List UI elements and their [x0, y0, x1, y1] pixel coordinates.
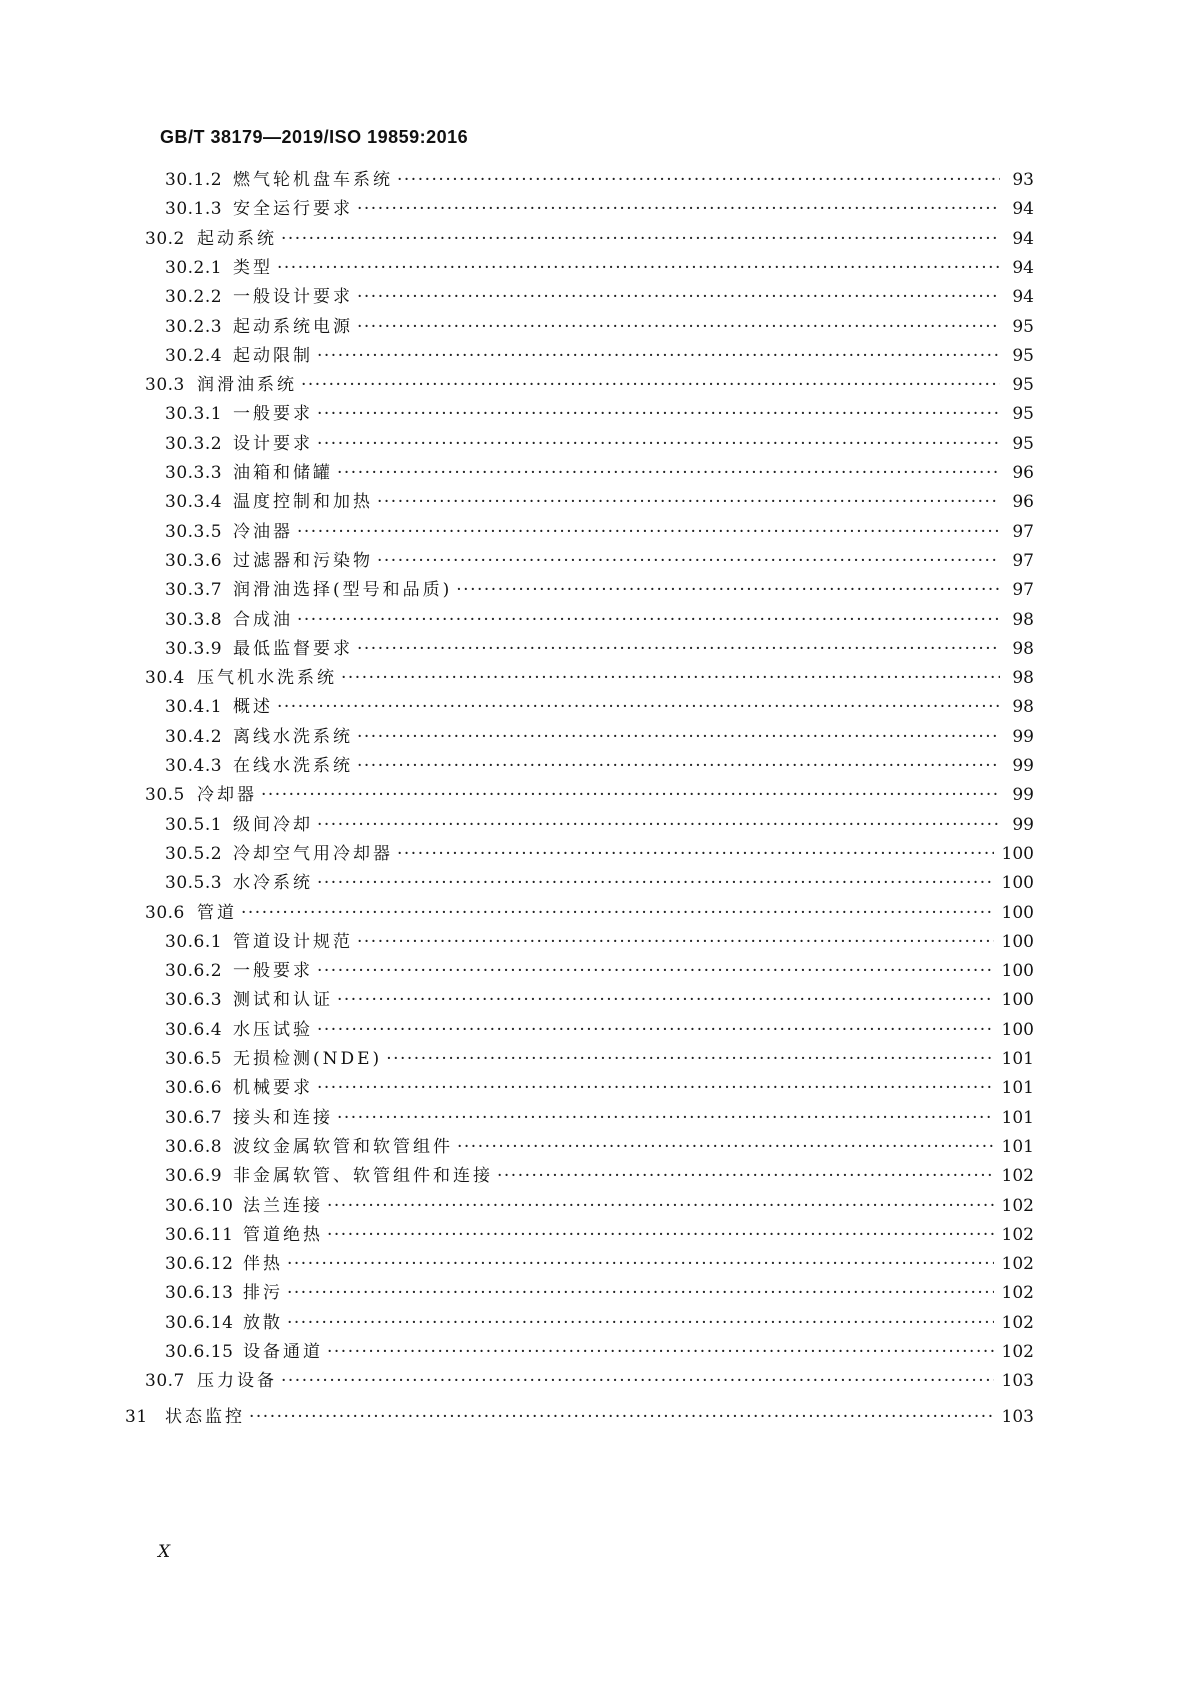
- toc-entry-title: 管道设计规范: [233, 931, 353, 952]
- toc-entry-number: 30.6.8: [165, 1136, 223, 1157]
- toc-entry-number: 30.6.15: [165, 1342, 234, 1362]
- toc-entry-title: 级间冷却: [233, 814, 313, 835]
- toc-leader-dots: [287, 1250, 994, 1278]
- toc-entry-number: 30.3: [145, 375, 185, 396]
- toc-entry[interactable]: [165, 1279, 1034, 1307]
- toc-leader-dots: [261, 781, 1000, 809]
- toc-entry[interactable]: [165, 693, 1034, 721]
- toc-entry-title: 压气机水洗系统: [197, 668, 337, 689]
- toc-entry-page: 99: [1012, 726, 1034, 747]
- toc-entry-number: 30.2: [145, 228, 185, 249]
- toc-leader-dots: [357, 723, 1000, 751]
- toc-leader-dots: [457, 1133, 994, 1161]
- toc-entry-number: 30.6.7: [165, 1107, 223, 1128]
- toc-entry-number: 30.2.4: [165, 345, 223, 366]
- toc-entry[interactable]: [165, 576, 1034, 604]
- toc-entry-page: 102: [1001, 1254, 1034, 1275]
- toc-entry[interactable]: [165, 313, 1034, 341]
- toc-entry-title: 一般设计要求: [233, 287, 353, 308]
- toc-entry[interactable]: [145, 664, 1034, 692]
- toc-entry-page: 100: [1001, 931, 1034, 952]
- toc-entry[interactable]: [165, 1045, 1034, 1073]
- toc-entry-page: 99: [1012, 785, 1034, 806]
- toc-entry-title: 测试和认证: [233, 990, 333, 1011]
- toc-entry[interactable]: [165, 195, 1034, 223]
- toc-entry-number: 30.6.14: [165, 1312, 234, 1333]
- toc-entry-page: 98: [1012, 697, 1034, 718]
- toc-entry-page: 94: [1012, 257, 1034, 278]
- toc-entry-number: 30.5.3: [165, 873, 223, 894]
- toc-leader-dots: [277, 254, 1000, 282]
- toc-entry[interactable]: [165, 928, 1034, 956]
- toc-entry-number: 30.3.1: [165, 404, 223, 425]
- toc-entry-page: 94: [1012, 199, 1034, 220]
- toc-leader-dots: [357, 635, 1000, 663]
- toc-entry-number: 30.6.11: [165, 1224, 234, 1245]
- toc-leader-dots: [386, 1045, 993, 1073]
- toc-entry[interactable]: [165, 400, 1034, 428]
- toc-entry-page: 98: [1012, 609, 1034, 630]
- toc-entry-number: 30.3.5: [165, 521, 223, 542]
- toc-entry-title: 水压试验: [233, 1019, 313, 1040]
- toc-entry[interactable]: [165, 518, 1034, 546]
- toc-entry-title: 燃气轮机盘车系统: [233, 170, 393, 190]
- toc-entry-title: 一般要求: [233, 404, 313, 425]
- toc-entry-title: 最低监督要求: [233, 638, 353, 659]
- toc-leader-dots: [357, 283, 1000, 311]
- toc-leader-dots: [357, 195, 1000, 223]
- toc-entry-number: 30.2.1: [165, 257, 223, 278]
- toc-entry-title: 管道: [197, 902, 237, 923]
- toc-entry[interactable]: [165, 166, 1034, 194]
- toc-entry-page: 103: [1001, 1406, 1034, 1427]
- toc-entry[interactable]: [165, 547, 1034, 575]
- toc-entry-title: 冷却器: [197, 785, 257, 806]
- toc-entry[interactable]: [145, 371, 1034, 399]
- toc-entry[interactable]: [165, 488, 1034, 516]
- toc-entry[interactable]: [165, 254, 1034, 282]
- toc-entry[interactable]: [145, 1367, 1034, 1395]
- toc-entry-page: 101: [1001, 1107, 1034, 1128]
- toc-entry-title: 波纹金属软管和软管组件: [233, 1136, 453, 1157]
- toc-leader-dots: [337, 459, 1000, 487]
- toc-entry-title: 法兰连接: [243, 1195, 323, 1216]
- toc-entry-title: 排污: [243, 1283, 283, 1304]
- toc-entry-page: 100: [1001, 990, 1034, 1011]
- toc-entry-page: 100: [1001, 843, 1034, 864]
- toc-leader-dots: [297, 606, 1000, 634]
- toc-entry-title: 管道绝热: [243, 1224, 323, 1245]
- toc-entry-number: 30.1.2: [165, 170, 223, 190]
- toc-entry-title: 油箱和储罐: [233, 463, 333, 483]
- toc-leader-dots: [327, 1192, 994, 1220]
- toc-entry[interactable]: [165, 752, 1034, 780]
- toc-entry-page: 97: [1012, 521, 1034, 542]
- toc-entry-page: 96: [1012, 463, 1034, 483]
- toc-entry-page: 95: [1012, 345, 1034, 366]
- toc-entry-page: 95: [1012, 316, 1034, 337]
- toc-entry-page: 95: [1012, 433, 1034, 454]
- toc-entry-page: 97: [1012, 580, 1034, 601]
- toc-entry-title: 过滤器和污染物: [233, 550, 373, 571]
- toc-entry-page: 102: [1001, 1224, 1034, 1245]
- toc-leader-dots: [317, 811, 1000, 839]
- toc-entry-number: 30.6.10: [165, 1195, 234, 1216]
- toc-entry-page: 101: [1001, 1078, 1034, 1099]
- toc-entry-page: 103: [1001, 1371, 1034, 1392]
- toc-entry-number: 30.5: [145, 785, 185, 806]
- toc-entry-number: 30.6.2: [165, 961, 223, 982]
- toc-entry-page: 97: [1012, 550, 1034, 571]
- toc-entry-page: 93: [1012, 170, 1034, 190]
- toc-entry-title: 起动系统电源: [233, 316, 353, 337]
- toc-leader-dots: [287, 1279, 994, 1307]
- toc-entry-page: 102: [1001, 1195, 1034, 1216]
- toc-entry[interactable]: [165, 957, 1034, 985]
- toc-entry-number: 31: [125, 1406, 148, 1427]
- toc-entry[interactable]: [165, 342, 1034, 370]
- toc-entry-number: 30.6.3: [165, 990, 223, 1011]
- toc-entry-title: 状态监控: [165, 1406, 245, 1427]
- toc-entry-page: 99: [1012, 756, 1034, 776]
- toc-entry[interactable]: [165, 986, 1034, 1014]
- toc-entry-title: 类型: [233, 257, 273, 278]
- toc-leader-dots: [497, 1162, 994, 1190]
- toc-entry-title: 无损检测(NDE): [233, 1049, 383, 1069]
- toc-entry-number: 30.4.1: [165, 697, 223, 718]
- toc-leader-dots: [249, 1403, 994, 1431]
- toc-entry[interactable]: [165, 1133, 1034, 1161]
- toc-leader-dots: [317, 1016, 994, 1044]
- toc-entry-number: 30.3.3: [165, 463, 223, 483]
- toc-entry-number: 30.6.5: [165, 1049, 223, 1069]
- toc-leader-dots: [301, 371, 1000, 399]
- toc-entry-page: 95: [1012, 375, 1034, 396]
- toc-entry[interactable]: [165, 840, 1034, 868]
- toc-entry[interactable]: [165, 283, 1034, 311]
- toc-entry-title: 温度控制和加热: [233, 492, 373, 513]
- toc-leader-dots: [397, 840, 994, 868]
- toc-leader-dots: [277, 693, 1000, 721]
- toc-entry[interactable]: [165, 1309, 1034, 1337]
- toc-leader-dots: [241, 899, 994, 927]
- toc-entry[interactable]: [145, 781, 1034, 809]
- toc-entry[interactable]: [165, 811, 1034, 839]
- page-number: X: [158, 1542, 171, 1562]
- toc-leader-dots: [327, 1221, 994, 1249]
- toc-entry[interactable]: [165, 1162, 1034, 1190]
- toc-entry-title: 起动系统: [197, 228, 277, 249]
- toc-entry[interactable]: [165, 1192, 1034, 1220]
- toc-entry-number: 30.3.8: [165, 609, 223, 630]
- toc-leader-dots: [281, 225, 1000, 253]
- toc-leader-dots: [337, 1104, 994, 1132]
- toc-entry-title: 冷油器: [233, 521, 293, 542]
- toc-entry-number: 30.2.3: [165, 316, 223, 337]
- toc-leader-dots: [357, 928, 994, 956]
- toc-entry-number: 30.3.6: [165, 550, 223, 571]
- toc-entry-number: 30.3.9: [165, 638, 223, 659]
- toc-entry-page: 102: [1001, 1283, 1034, 1304]
- toc-leader-dots: [317, 342, 1000, 370]
- toc-entry[interactable]: [165, 1338, 1034, 1366]
- toc-entry-title: 非金属软管、软管组件和连接: [233, 1166, 493, 1187]
- toc-entry-number: 30.6.4: [165, 1019, 223, 1040]
- toc-entry-title: 机械要求: [233, 1078, 313, 1099]
- toc-entry-number: 30.1.3: [165, 199, 223, 220]
- toc-entry[interactable]: [165, 1016, 1034, 1044]
- toc-leader-dots: [357, 313, 1000, 341]
- toc-leader-dots: [297, 518, 1000, 546]
- toc-leader-dots: [377, 488, 1000, 516]
- toc-leader-dots: [317, 400, 1000, 428]
- toc-entry-title: 伴热: [243, 1254, 283, 1275]
- toc-entry-page: 99: [1012, 814, 1034, 835]
- toc-entry-number: 30.4.3: [165, 756, 223, 776]
- toc-entry[interactable]: [165, 1221, 1034, 1249]
- toc-leader-dots: [281, 1367, 994, 1395]
- toc-entry-page: 100: [1001, 873, 1034, 894]
- toc-entry-number: 30.4: [145, 668, 185, 689]
- toc-entry-page: 95: [1012, 404, 1034, 425]
- toc-entry-number: 30.3.4: [165, 492, 223, 513]
- toc-entry[interactable]: [125, 1403, 1034, 1431]
- toc-entry-title: 接头和连接: [233, 1107, 333, 1128]
- toc-entry[interactable]: [165, 723, 1034, 751]
- toc-entry-number: 30.7: [145, 1371, 185, 1392]
- toc-entry-title: 压力设备: [197, 1371, 277, 1392]
- toc-leader-dots: [397, 166, 1000, 194]
- toc-entry-title: 放散: [243, 1312, 283, 1333]
- toc-entry-number: 30.6.13: [165, 1283, 234, 1304]
- document-header: GB/T 38179—2019/ISO 19859:2016: [160, 127, 469, 147]
- toc-entry-title: 离线水洗系统: [233, 726, 353, 747]
- toc-entry-page: 94: [1012, 287, 1034, 308]
- toc-leader-dots: [317, 957, 994, 985]
- toc-entry-page: 94: [1012, 228, 1034, 249]
- toc-entry-title: 设备通道: [243, 1342, 323, 1362]
- toc-leader-dots: [317, 430, 1000, 458]
- toc-entry-title: 概述: [233, 697, 273, 718]
- toc-entry-number: 30.3.7: [165, 580, 223, 601]
- toc-leader-dots: [287, 1309, 994, 1337]
- toc-entry-title: 润滑油系统: [197, 375, 297, 396]
- toc-entry-title: 在线水洗系统: [233, 756, 353, 776]
- toc-entry-number: 30.5.2: [165, 843, 223, 864]
- toc-leader-dots: [337, 986, 994, 1014]
- toc-entry-page: 100: [1001, 1019, 1034, 1040]
- toc-leader-dots: [357, 752, 1000, 780]
- toc-entry[interactable]: [165, 1104, 1034, 1132]
- toc-entry-page: 101: [1001, 1049, 1034, 1069]
- toc-entry-number: 30.3.2: [165, 433, 223, 454]
- toc-entry-page: 98: [1012, 638, 1034, 659]
- toc-entry-page: 102: [1001, 1342, 1034, 1362]
- toc-entry-title: 起动限制: [233, 345, 313, 366]
- toc-entry-number: 30.5.1: [165, 814, 223, 835]
- toc-entry-page: 101: [1001, 1136, 1034, 1157]
- toc-entry[interactable]: [145, 899, 1034, 927]
- toc-entry-page: 98: [1012, 668, 1034, 689]
- toc-entry-page: 96: [1012, 492, 1034, 513]
- toc-entry-number: 30.6.6: [165, 1078, 223, 1099]
- toc-leader-dots: [341, 664, 1000, 692]
- toc-entry-number: 30.6: [145, 902, 185, 923]
- toc-entry-title: 安全运行要求: [233, 199, 353, 220]
- toc-entry[interactable]: [165, 459, 1034, 487]
- toc-leader-dots: [317, 869, 994, 897]
- toc-leader-dots: [377, 547, 1000, 575]
- toc-entry-number: 30.6.1: [165, 931, 223, 952]
- toc-entry-title: 设计要求: [233, 433, 313, 454]
- toc-entry-title: 润滑油选择(型号和品质): [233, 580, 453, 601]
- toc-entry[interactable]: [165, 606, 1034, 634]
- toc-entry-page: 102: [1001, 1312, 1034, 1333]
- toc-entry-page: 100: [1001, 902, 1034, 923]
- toc-entry[interactable]: [165, 635, 1034, 663]
- toc-entry-number: 30.6.12: [165, 1254, 234, 1275]
- toc-entry[interactable]: [165, 869, 1034, 897]
- toc-entry-page: 102: [1001, 1166, 1034, 1187]
- toc-entry-title: 合成油: [233, 609, 293, 630]
- toc-entry-title: 冷却空气用冷却器: [233, 843, 393, 864]
- toc-entry[interactable]: [145, 225, 1034, 253]
- toc-leader-dots: [327, 1338, 994, 1366]
- toc-entry-page: 100: [1001, 961, 1034, 982]
- toc-entry[interactable]: [165, 1074, 1034, 1102]
- toc-entry[interactable]: [165, 430, 1034, 458]
- toc-leader-dots: [456, 576, 1000, 604]
- toc-leader-dots: [317, 1074, 994, 1102]
- toc-entry[interactable]: [165, 1250, 1034, 1278]
- toc-entry-number: 30.4.2: [165, 726, 223, 747]
- toc-entry-title: 一般要求: [233, 961, 313, 982]
- toc-entry-number: 30.6.9: [165, 1166, 223, 1187]
- toc-entry-title: 水冷系统: [233, 873, 313, 894]
- toc-entry-number: 30.2.2: [165, 287, 223, 308]
